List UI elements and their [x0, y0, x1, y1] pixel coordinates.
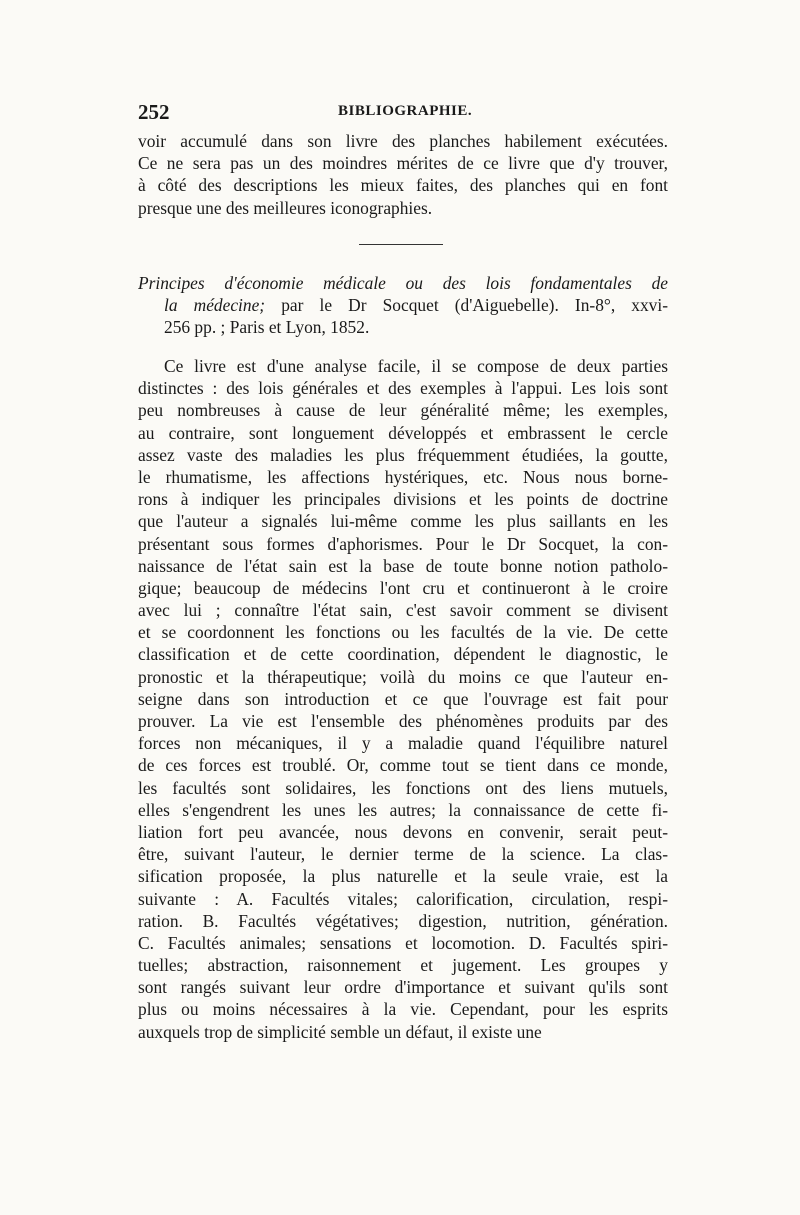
text-line: à côté des descriptions les mieux faites, des planches qui en font — [138, 175, 668, 196]
intro-paragraph — [138, 130, 668, 219]
text-line: auxquels trop de simplicité semble un défaut, il existe une — [138, 1021, 542, 1042]
entry-imprint: 256 pp. ; Paris et Lyon, 1852. — [164, 317, 370, 338]
page-number: 252 — [138, 100, 170, 124]
text-line: classification et de cette coordination, dépendent le diagnostic, le — [138, 644, 668, 665]
text-line: Ce ne sera pas un des moindres mérites de ce livre que d'y trouver, — [138, 153, 668, 174]
text-line: au contraire, sont longuement développés et embrassent le cercle — [138, 422, 668, 443]
text-line: le rhumatisme, les affections hystériques, etc. Nous nous borne- — [138, 466, 668, 487]
text-line: C. Facultés animales; sensations et locomotion. D. Facultés spiri- — [138, 932, 668, 953]
bibliography-entry — [138, 272, 668, 339]
text-line: peu nombreuses à cause de leur généralité même; les exemples, — [138, 400, 668, 421]
text-line: pronostic et la thérapeutique; voilà du moins ce que l'auteur en- — [138, 666, 668, 687]
text-line: et se coordonnent les fonctions ou les facultés de la vie. De cette — [138, 622, 668, 643]
text-line: être, suivant l'auteur, le dernier terme de la science. La clas- — [138, 844, 668, 865]
text-line: sification proposée, la plus naturelle et la seule vraie, est la — [138, 866, 668, 887]
text-line: suivante : A. Facultés vitales; calorification, circulation, respi- — [138, 888, 668, 909]
text-line: forces non mécaniques, il y a maladie quand l'équilibre naturel — [138, 733, 668, 754]
entry-title-italic: la médecine; — [164, 295, 266, 316]
text-line: sont rangés suivant leur ordre d'importance et suivant qu'ils sont — [138, 977, 668, 998]
text-line: que l'auteur a signalés lui-même comme les plus saillants en les — [138, 511, 668, 532]
text-line: avec lui ; connaître l'état sain, c'est savoir comment se divisent — [138, 600, 668, 621]
running-head: BIBLIOGRAPHIE. — [338, 103, 473, 119]
text-line: distinctes : des lois générales et des exemples à l'appui. Les lois sont — [138, 378, 668, 399]
page-header — [138, 100, 668, 124]
text-line: tuelles; abstraction, raisonnement et jugement. Les groupes y — [138, 955, 668, 976]
text-line: gique; beaucoup de médecins l'ont cru et continueront à le croire — [138, 577, 668, 598]
entry-title-line: Principes d'économie médicale ou des lois fondamentales de — [138, 273, 668, 293]
text-line: ration. B. Facultés végétatives; digestion, nutrition, génération. — [138, 910, 668, 931]
section-divider — [359, 244, 443, 245]
text-line: prouver. La vie est l'ensemble des phénomènes produits par des — [138, 711, 668, 731]
text-line: presque une des meilleures iconographies. — [138, 197, 433, 218]
text-line: les facultés sont solidaires, les fonctions ont des liens mutuels, — [138, 777, 668, 798]
text-line: de ces forces est troublé. Or, comme tout se tient dans ce monde, — [138, 755, 668, 776]
entry-author: par le Dr Socquet (d'Aiguebelle). In-8°, xxvi- — [265, 295, 668, 316]
text-line: seigne dans son introduction et ce que l'ouvrage est fait pour — [138, 688, 668, 709]
text-line: naissance de l'état sain est la base de toute bonne notion patholo- — [138, 555, 668, 576]
text-line: Ce livre est d'une analyse facile, il se compose de deux parties — [164, 356, 668, 376]
text-line: elles s'engendrent les unes les autres; la connaissance de cette fi- — [138, 799, 668, 820]
text-line: voir accumulé dans son livre des planches habilement exécutées. — [138, 131, 668, 151]
text-line: liation fort peu avancée, nous devons en convenir, serait peut- — [138, 821, 668, 842]
text-line: rons à indiquer les principales divisions et les points de doctrine — [138, 489, 668, 510]
review-paragraph — [138, 355, 668, 1043]
entry-title-line — [138, 294, 668, 316]
text-line: présentant sous formes d'aphorismes. Pour le Dr Socquet, la con- — [138, 533, 668, 554]
text-line: plus ou moins nécessaires à la vie. Cependant, pour les esprits — [138, 999, 668, 1020]
text-line: assez vaste des maladies les plus fréquemment étudiées, la goutte, — [138, 444, 668, 465]
